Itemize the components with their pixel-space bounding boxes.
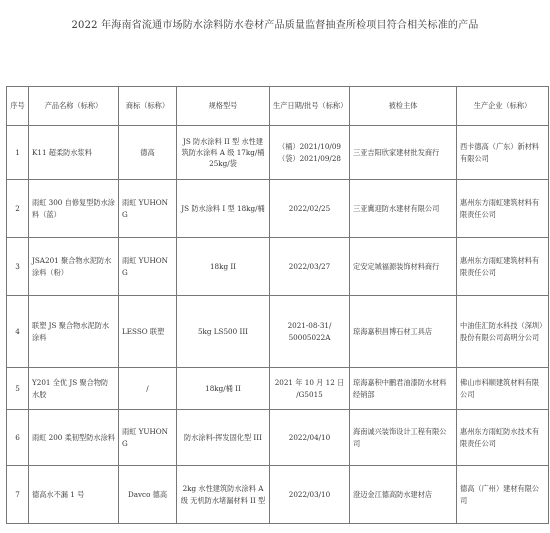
table-row	[7, 368, 549, 410]
cell-no: 3	[7, 238, 29, 296]
cell-product: 雨虹 200 柔韧型防水涂料	[29, 410, 119, 466]
cell-product: JSA201 聚合物水泥防水涂料（粉）	[29, 238, 119, 296]
cell-brand: Davco 德高	[119, 466, 177, 524]
cell-brand: 雨虹 YUHONG	[119, 410, 177, 466]
cell-maker: 德高（广州）建材有限公司	[457, 466, 549, 524]
cell-date: 2022/03/10	[270, 466, 350, 524]
cell-subject: 三亚吉阳欣家建材批发商行	[350, 126, 457, 180]
cell-no: 4	[7, 296, 29, 368]
cell-maker: 惠州东方雨虹建筑材料有限责任公司	[457, 238, 549, 296]
table-row	[7, 410, 549, 466]
cell-no: 6	[7, 410, 29, 466]
cell-spec: 5kg LS500 III	[177, 296, 270, 368]
table-row	[7, 296, 549, 368]
header-cell-maker: 生产企业（标称）	[457, 87, 549, 126]
cell-product: K11 超柔防水浆料	[29, 126, 119, 180]
table-header-row	[7, 87, 549, 126]
cell-product: 雨虹 300 自修复型防水涂料（蓝）	[29, 180, 119, 238]
table-row	[7, 238, 549, 296]
cell-subject: 琼海嘉积中鹏君油漆防水材料经销部	[350, 368, 457, 410]
inspection-result-table	[6, 86, 549, 524]
table-row	[7, 180, 549, 238]
cell-date: （桶）2021/10/09 （袋）2021/09/28	[270, 126, 350, 180]
cell-no: 5	[7, 368, 29, 410]
cell-maker: 惠州东方雨虹防水技术有限责任公司	[457, 410, 549, 466]
table-row	[7, 466, 549, 524]
cell-spec: 18kg/桶 II	[177, 368, 270, 410]
cell-spec: 2kg 水性建筑防水涂料 A 级 无机防水堵漏材料 II 型	[177, 466, 270, 524]
cell-date: 2021-08-31/ 50005022A	[270, 296, 350, 368]
cell-no: 7	[7, 466, 29, 524]
cell-brand: 雨虹 YUHONG	[119, 238, 177, 296]
cell-product: 德高水不漏 1 号	[29, 466, 119, 524]
cell-product: Y201 全优 JS 聚合物防水胶	[29, 368, 119, 410]
cell-date: 2021 年 10 月 12 日 /G5015	[270, 368, 350, 410]
table-row	[7, 126, 549, 180]
cell-no: 1	[7, 126, 29, 180]
cell-spec: 18kg II	[177, 238, 270, 296]
header-cell-no: 序号	[7, 87, 29, 126]
cell-subject: 定安定城福源装饰材料商行	[350, 238, 457, 296]
header-cell-spec: 规格型号	[177, 87, 270, 126]
cell-date: 2022/02/25	[270, 180, 350, 238]
cell-subject: 琼海嘉积昌博石材工具店	[350, 296, 457, 368]
cell-spec: JS 防水涂料 II 型 水性建筑防水涂料 A 级 17kg/桶 25kg/袋	[177, 126, 270, 180]
cell-brand: 雨虹 YUHONG	[119, 180, 177, 238]
cell-brand: LESSO 联塑	[119, 296, 177, 368]
cell-brand: 德高	[119, 126, 177, 180]
header-cell-date: 生产日期/批号（标称）	[270, 87, 350, 126]
cell-date: 2022/03/27	[270, 238, 350, 296]
cell-maker: 西卡德高（广东）新材料有限公司	[457, 126, 549, 180]
cell-subject: 澄迈金江德高防水建材店	[350, 466, 457, 524]
cell-date: 2022/04/10	[270, 410, 350, 466]
cell-maker: 惠州东方雨虹建筑材料有限责任公司	[457, 180, 549, 238]
cell-brand: /	[119, 368, 177, 410]
cell-maker: 佛山市科顺建筑材料有限公司	[457, 368, 549, 410]
header-cell-brand: 商标（标称）	[119, 87, 177, 126]
cell-subject: 海南诚兴装饰设计工程有限公司	[350, 410, 457, 466]
cell-spec: 防水涂料-挥发固化型 III	[177, 410, 270, 466]
header-cell-subject: 被检主体	[350, 87, 457, 126]
cell-maker: 中油佳汇防水科技（深圳）股份有限公司高明分公司	[457, 296, 549, 368]
cell-subject: 三亚冀迎防水建材有限公司	[350, 180, 457, 238]
header-cell-product: 产品名称（标称）	[29, 87, 119, 126]
cell-spec: JS 防水涂料 I 型 18kg/桶	[177, 180, 270, 238]
cell-no: 2	[7, 180, 29, 238]
document-title: 2022 年海南省流通市场防水涂料防水卷材产品质量监督抽查所检项目符合相关标准的产品	[71, 20, 479, 31]
cell-product: 联塑 JS 聚合物水泥防水涂料	[29, 296, 119, 368]
